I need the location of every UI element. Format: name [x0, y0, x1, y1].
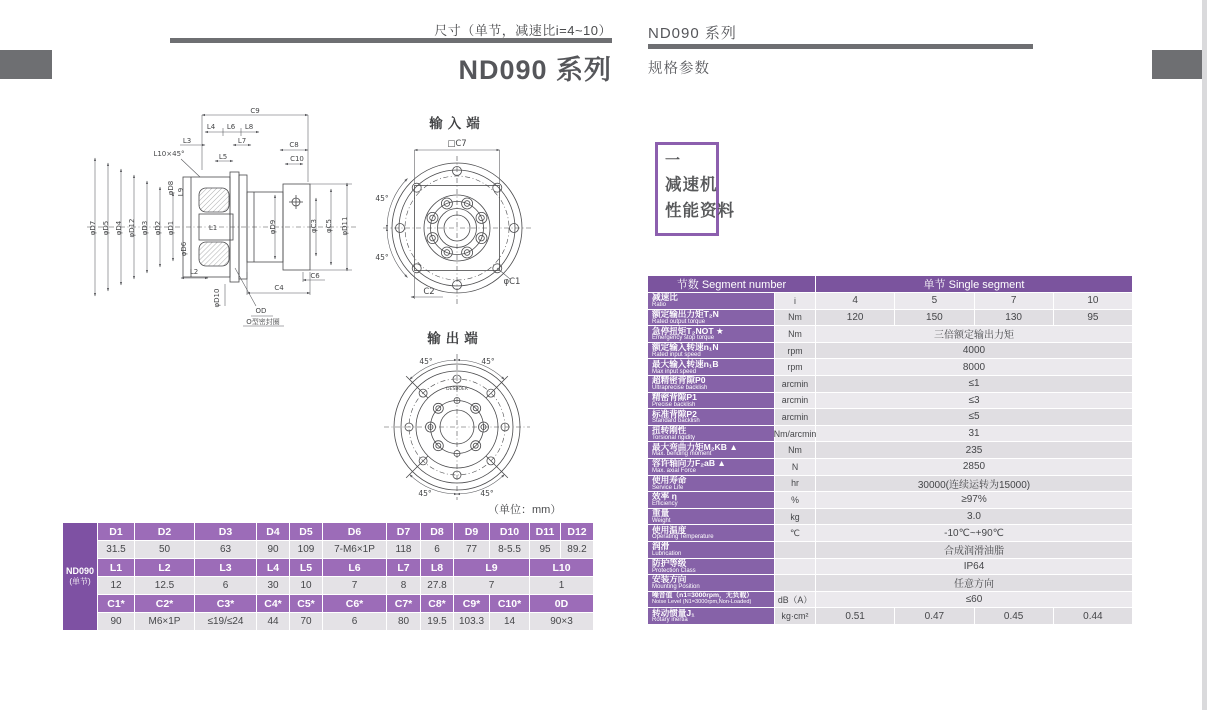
spec-label-en: Noise Level (N1=3000rpm,Non-Loaded): [652, 599, 752, 606]
input-view-title: 输入端: [429, 116, 485, 131]
spec-row: [648, 525, 1132, 541]
spec-row-label: [648, 459, 774, 475]
spec-span-cell: 3.0: [816, 509, 1132, 525]
dim-header-cell: L7: [387, 559, 420, 576]
dim-label: L5: [218, 153, 228, 161]
dim-header-cell: D6: [323, 523, 386, 540]
spec-value-cell: 5: [895, 293, 973, 309]
dim-header-cell: D8: [421, 523, 453, 540]
dim-header-cell: D10: [490, 523, 529, 540]
dim-value-cell: 6: [195, 577, 256, 594]
dim-label: 45°: [418, 489, 432, 498]
page-edge: [1202, 0, 1207, 710]
spec-unit-cell: i: [775, 293, 815, 309]
dimension-table: [63, 523, 593, 630]
dim-label: 45°: [375, 253, 389, 262]
spec-label-en: Lubrication: [652, 551, 682, 558]
spec-label-cn: 使用温度: [652, 525, 687, 535]
spec-span-cell: 30000(连续运转为15000): [816, 476, 1132, 492]
spec-data-cells: [816, 476, 1132, 492]
spec-value-cell: 130: [975, 310, 1053, 326]
dim-value-cell: 30: [257, 577, 289, 594]
spec-row-label: [648, 509, 774, 525]
dim-label: φD9: [269, 219, 277, 235]
series-code: ND090: [65, 566, 94, 577]
spec-table-header: [648, 276, 1132, 292]
section-box-line1: 减速机: [665, 176, 718, 194]
dim-label: C4: [274, 284, 284, 292]
dim-label: L4: [206, 123, 216, 131]
spec-row: [648, 459, 1132, 475]
spec-span-cell: ≥97%: [816, 492, 1132, 508]
dim-label: C6: [310, 272, 320, 280]
spec-header-right: 单节 Single segment: [816, 276, 1132, 292]
dim-label: φD5: [102, 220, 110, 236]
dim-header-cell: C6*: [323, 595, 386, 612]
spec-span-cell: ≤3: [816, 393, 1132, 409]
dim-value-cell: 90: [98, 613, 134, 630]
dim-value-cell: 103.3: [454, 613, 489, 630]
dim-label: L1: [208, 224, 218, 232]
spec-span-cell: ≤60: [816, 592, 1132, 608]
spec-data-cells: [816, 409, 1132, 425]
dim-value-cell: 8-5.5: [490, 541, 529, 558]
dim-value-row: [98, 613, 593, 630]
spec-label-cn: 额定输入转速n₁N: [652, 342, 719, 353]
spec-data-cells: [816, 509, 1132, 525]
spec-label-en: Rated output torque: [652, 318, 706, 325]
spec-unit-cell: %: [775, 492, 815, 508]
spec-row-label: [648, 310, 774, 326]
dim-header-cell: D5: [290, 523, 322, 540]
spec-row-label: [648, 559, 774, 575]
dim-label: C9: [250, 107, 260, 115]
spec-table-body: [648, 293, 1132, 624]
dim-header-cell: L8: [421, 559, 453, 576]
output-view-title: 输出端: [427, 331, 483, 346]
dim-value-cell: 109: [290, 541, 322, 558]
spec-row-label: [648, 409, 774, 425]
spec-label-cn: 防护等级: [652, 558, 687, 568]
dim-value-cell: 10: [290, 577, 322, 594]
spec-row: [648, 293, 1132, 309]
spec-label-en: Torsional rigidity: [652, 434, 696, 441]
dim-table-series-cell: [63, 523, 97, 630]
spec-row-label: [648, 525, 774, 541]
dim-header-cell: L3: [195, 559, 256, 576]
right-header-rule: [648, 44, 1033, 49]
dim-header-cell: D7: [387, 523, 420, 540]
dim-value-cell: 27.8: [421, 577, 453, 594]
dim-value-cell: ≤19/≤24: [195, 613, 256, 630]
spec-data-cells: [816, 459, 1132, 475]
spec-row: [648, 393, 1132, 409]
spec-row: [648, 492, 1132, 508]
right-page-eyebrow: ND090 系列: [648, 25, 737, 42]
dim-label: 45°: [481, 357, 495, 366]
dim-header-cell: C9*: [454, 595, 489, 612]
spec-label-cn: 额定输出力矩T₂N: [652, 309, 719, 319]
spec-row: [648, 608, 1132, 624]
dim-value-cell: 8: [387, 577, 420, 594]
spec-row: [648, 509, 1132, 525]
dim-value-cell: 50: [135, 541, 194, 558]
spec-unit-cell: ℃: [775, 525, 815, 541]
spec-row: [648, 359, 1132, 375]
dim-header-row: [98, 559, 593, 576]
dim-label: φC1: [503, 277, 521, 287]
spec-data-cells: [816, 559, 1132, 575]
spec-label-cn: 安装方向: [652, 575, 687, 585]
spec-label-en: Emergency stop torque: [652, 335, 715, 342]
spec-label-cn: 效率 η: [652, 492, 677, 502]
spec-label-cn: 润滑: [652, 541, 670, 552]
dim-label: φD6: [180, 241, 188, 257]
section-box-dash: 一: [665, 152, 681, 169]
spec-row: [648, 426, 1132, 442]
spec-data-cells: [816, 592, 1132, 608]
spec-span-cell: ≤5: [816, 409, 1132, 425]
dim-value-cell: 89.2: [561, 541, 593, 558]
spec-value-cell: 4: [816, 293, 894, 309]
spec-label-cn: 最大输入转速n₁B: [652, 359, 719, 369]
dim-header-cell: L5: [290, 559, 322, 576]
spec-label-cn: 急停扭矩T₂NOT ★: [652, 326, 724, 336]
dim-label: φC5: [325, 219, 333, 233]
spec-data-cells: [816, 492, 1132, 508]
dim-header-cell: L4: [257, 559, 289, 576]
spec-table: [648, 276, 1132, 624]
dim-label: L7: [237, 137, 247, 145]
dim-header-cell: L6: [323, 559, 386, 576]
spec-label-cn: 标准背隙P2: [652, 409, 697, 419]
dim-value-row: [98, 541, 593, 558]
dim-label: 45°: [419, 357, 433, 366]
dim-value-row: [98, 577, 593, 594]
dim-value-cell: 14: [490, 613, 529, 630]
spec-label-cn: 最大弯曲力矩M₂KB ▲: [652, 442, 738, 452]
spec-span-cell: 2850: [816, 459, 1132, 475]
dim-header-cell: 0D: [530, 595, 593, 612]
spec-row: [648, 559, 1132, 575]
dim-header-cell: D4: [257, 523, 289, 540]
spec-data-cells: [816, 376, 1132, 392]
spec-row-label: [648, 359, 774, 375]
spec-data-cells: [816, 426, 1132, 442]
dim-label: O型密封圈: [246, 318, 280, 326]
dim-label: C2: [423, 287, 435, 297]
spec-data-cells: [816, 542, 1132, 558]
left-header-rule: [170, 38, 612, 43]
spec-label-en: Rotary inertia: [652, 617, 688, 624]
spec-label-en: Protection Class: [652, 567, 696, 574]
spec-value-cell: 0.47: [895, 608, 973, 624]
dim-value-cell: M6×1P: [135, 613, 194, 630]
spec-data-cells: [816, 326, 1132, 342]
spec-value-cell: 7: [975, 293, 1053, 309]
spec-unit-cell: Nm: [775, 310, 815, 326]
dim-header-cell: L2: [135, 559, 194, 576]
dim-label: 45°: [375, 194, 389, 203]
spec-label-en: Rated input speed: [652, 351, 701, 358]
spec-row-label: [648, 293, 774, 309]
dim-value-cell: 44: [257, 613, 289, 630]
spec-label-en: Ratio: [652, 302, 667, 309]
spec-span-cell: -10℃~+90℃: [816, 525, 1132, 541]
dim-header-cell: L9: [454, 559, 529, 576]
spec-unit-cell: dB（A）: [775, 592, 815, 608]
dim-label: C8: [289, 141, 299, 149]
spec-row-label: [648, 426, 774, 442]
spec-unit-cell: arcmin: [775, 393, 815, 409]
dim-label: φD8: [167, 180, 175, 196]
spec-row: [648, 575, 1132, 591]
spec-value-cell: 0.51: [816, 608, 894, 624]
spec-data-cells: [816, 359, 1132, 375]
cross-section-drawing: [75, 102, 365, 332]
spec-row-label: [648, 326, 774, 342]
dim-header-cell: C5*: [290, 595, 322, 612]
spec-row-label: [648, 575, 774, 591]
spec-row-label: [648, 343, 774, 359]
spec-unit-cell: Nm: [775, 442, 815, 458]
dim-value-cell: 118: [387, 541, 420, 558]
dim-label: L3: [182, 137, 192, 145]
dim-label: φD1: [167, 220, 175, 236]
spec-value-cell: 10: [1054, 293, 1132, 309]
spec-value-cell: 0.45: [975, 608, 1053, 624]
spec-label-en: Mounting Position: [652, 584, 700, 591]
spec-data-cells: [816, 293, 1132, 309]
spec-row-label: [648, 393, 774, 409]
dim-header-cell: L1: [98, 559, 134, 576]
section-box: [655, 142, 735, 236]
dim-header-cell: D9: [454, 523, 489, 540]
left-page-eyebrow: 尺寸（单节，减速比i=4~10）: [434, 23, 612, 38]
spec-row: [648, 409, 1132, 425]
spec-unit-cell: kg·cm²: [775, 608, 815, 624]
spec-label-cn: 超精密背隙P0: [652, 375, 706, 386]
dim-label: 45°: [480, 489, 494, 498]
spec-row: [648, 376, 1132, 392]
spec-label-cn: 容许轴向力F₂aB ▲: [652, 458, 726, 469]
spec-unit-cell: Nm: [775, 326, 815, 342]
dim-value-cell: 77: [454, 541, 489, 558]
spec-unit-cell: Nm/arcmin: [775, 426, 815, 442]
dim-label: φD3: [141, 220, 149, 236]
dim-header-row: [98, 595, 593, 612]
dim-value-cell: 19.5: [421, 613, 453, 630]
spec-data-cells: [816, 442, 1132, 458]
spec-label-en: Standard backlish: [652, 418, 700, 425]
spec-data-cells: [816, 525, 1132, 541]
dim-header-cell: D11: [530, 523, 560, 540]
dim-header-row: [98, 523, 593, 540]
dim-value-cell: 6: [323, 613, 386, 630]
dim-label: L9: [177, 187, 185, 197]
dim-value-cell: 31.5: [98, 541, 134, 558]
spec-span-cell: IP64: [816, 559, 1132, 575]
spec-row: [648, 326, 1132, 342]
dim-value-cell: 95: [530, 541, 560, 558]
spec-label-cn: 转动惯量J₁: [652, 608, 695, 618]
dim-header-cell: D12: [561, 523, 593, 540]
spec-unit-cell: rpm: [775, 359, 815, 375]
spec-span-cell: 三倍额定输出力矩: [816, 326, 1132, 342]
dim-value-cell: 90×3: [530, 613, 593, 630]
spec-label-cn: 减速比: [652, 293, 678, 303]
output-end-view: [355, 338, 615, 508]
dim-value-cell: 12.5: [135, 577, 194, 594]
spec-header-left: 节数 Segment number: [648, 276, 815, 292]
input-end-view: [355, 108, 615, 338]
section-box-line2: 性能资料: [665, 202, 735, 220]
spec-data-cells: [816, 393, 1132, 409]
spec-label-en: Max input speed: [652, 368, 697, 375]
spec-span-cell: 4000: [816, 343, 1132, 359]
dim-label: φD7: [89, 220, 97, 236]
spec-label-en: Max. axial Force: [652, 468, 697, 475]
dim-header-cell: C10*: [490, 595, 529, 612]
spec-row: [648, 310, 1132, 326]
spec-row: [648, 343, 1132, 359]
dim-header-cell: D1: [98, 523, 134, 540]
spec-unit-cell: [775, 559, 815, 575]
spec-row-label: [648, 442, 774, 458]
spec-value-cell: 0.44: [1054, 608, 1132, 624]
dim-value-cell: 7: [323, 577, 386, 594]
spec-label-cn: 使用寿命: [652, 475, 687, 485]
spec-label-cn: 扭转刚性: [652, 425, 687, 436]
spec-row-label: [648, 376, 774, 392]
dim-label: C10: [290, 155, 304, 163]
dim-label: L6: [226, 123, 236, 131]
dim-label: L8: [244, 123, 254, 131]
dim-value-cell: 80: [387, 613, 420, 630]
spec-label-cn: 噪音值（n1=3000rpm，无负载）: [652, 592, 754, 600]
spec-unit-cell: arcmin: [775, 376, 815, 392]
dim-header-cell: C7*: [387, 595, 420, 612]
spec-unit-cell: [775, 575, 815, 591]
dim-header-cell: C3*: [195, 595, 256, 612]
spec-row: [648, 542, 1132, 558]
spec-row: [648, 592, 1132, 608]
dim-header-cell: C4*: [257, 595, 289, 612]
spec-row-label: [648, 608, 774, 624]
dim-label: φD4: [115, 220, 123, 236]
dim-table-grid: [98, 523, 593, 630]
dim-label: L10×45°: [153, 150, 185, 158]
spec-value-cell: 150: [895, 310, 973, 326]
spec-unit-cell: N: [775, 459, 815, 475]
spec-data-cells: [816, 575, 1132, 591]
dim-label: φD2: [154, 220, 162, 236]
dim-label: φD10: [213, 288, 221, 308]
spec-span-cell: 合成润滑油脂: [816, 542, 1132, 558]
spec-span-cell: 235: [816, 442, 1132, 458]
left-page-title: ND090 系列: [458, 55, 612, 85]
spec-unit-cell: hr: [775, 476, 815, 492]
dim-label: DESBOER: [446, 387, 468, 392]
right-page-subtitle: 规格参数: [648, 61, 710, 77]
dim-label: OD: [255, 307, 267, 315]
spec-label-en: Efficiency: [652, 501, 678, 508]
dim-label: φD12: [128, 218, 136, 238]
spec-label-cn: 精密背隙P1: [652, 392, 697, 402]
spec-label-en: Max. bending moment: [652, 451, 712, 458]
spec-span-cell: 8000: [816, 359, 1132, 375]
dim-value-cell: 7: [454, 577, 529, 594]
dim-header-cell: D3: [195, 523, 256, 540]
dim-header-cell: L10: [530, 559, 593, 576]
dim-value-cell: 90: [257, 541, 289, 558]
spec-label-cn: 重量: [652, 508, 670, 519]
spec-unit-cell: [775, 542, 815, 558]
spec-span-cell: 31: [816, 426, 1132, 442]
spec-data-cells: [816, 310, 1132, 326]
dim-label: φC3: [310, 219, 318, 233]
dim-label: φD11: [341, 216, 349, 236]
spec-unit-cell: arcmin: [775, 409, 815, 425]
dim-header-cell: C8*: [421, 595, 453, 612]
dim-value-cell: 7-M6×1P: [323, 541, 386, 558]
spec-row-label: [648, 492, 774, 508]
spec-label-en: Ultraprecise backlish: [652, 385, 708, 392]
spec-span-cell: ≤1: [816, 376, 1132, 392]
spec-label-en: Precise backlish: [652, 401, 696, 408]
spec-label-en: Service Life: [652, 484, 684, 491]
unit-note: （单位：mm）: [488, 504, 562, 516]
left-corner-block: [0, 50, 52, 79]
spec-row-label: [648, 476, 774, 492]
spec-data-cells: [816, 608, 1132, 624]
spec-row: [648, 442, 1132, 458]
right-corner-block: [1152, 50, 1202, 79]
dim-header-cell: C2*: [135, 595, 194, 612]
spec-value-cell: 95: [1054, 310, 1132, 326]
spec-unit-cell: kg: [775, 509, 815, 525]
series-sub: (单节): [69, 577, 91, 587]
dim-value-cell: 6: [421, 541, 453, 558]
spec-label-en: Weight: [652, 517, 671, 524]
dim-header-cell: D2: [135, 523, 194, 540]
spec-span-cell: 任意方向: [816, 575, 1132, 591]
spec-row-label: [648, 592, 774, 608]
spec-data-cells: [816, 343, 1132, 359]
spec-unit-cell: rpm: [775, 343, 815, 359]
dim-value-cell: 1: [530, 577, 593, 594]
dim-value-cell: 63: [195, 541, 256, 558]
dim-label: L2: [189, 268, 199, 276]
dim-value-cell: 70: [290, 613, 322, 630]
dim-label: □C7: [447, 139, 467, 149]
spec-row: [648, 476, 1132, 492]
dim-header-cell: C1*: [98, 595, 134, 612]
spec-value-cell: 120: [816, 310, 894, 326]
spec-label-en: Operating Temperature: [652, 534, 714, 541]
spec-row-label: [648, 542, 774, 558]
dim-value-cell: 12: [98, 577, 134, 594]
